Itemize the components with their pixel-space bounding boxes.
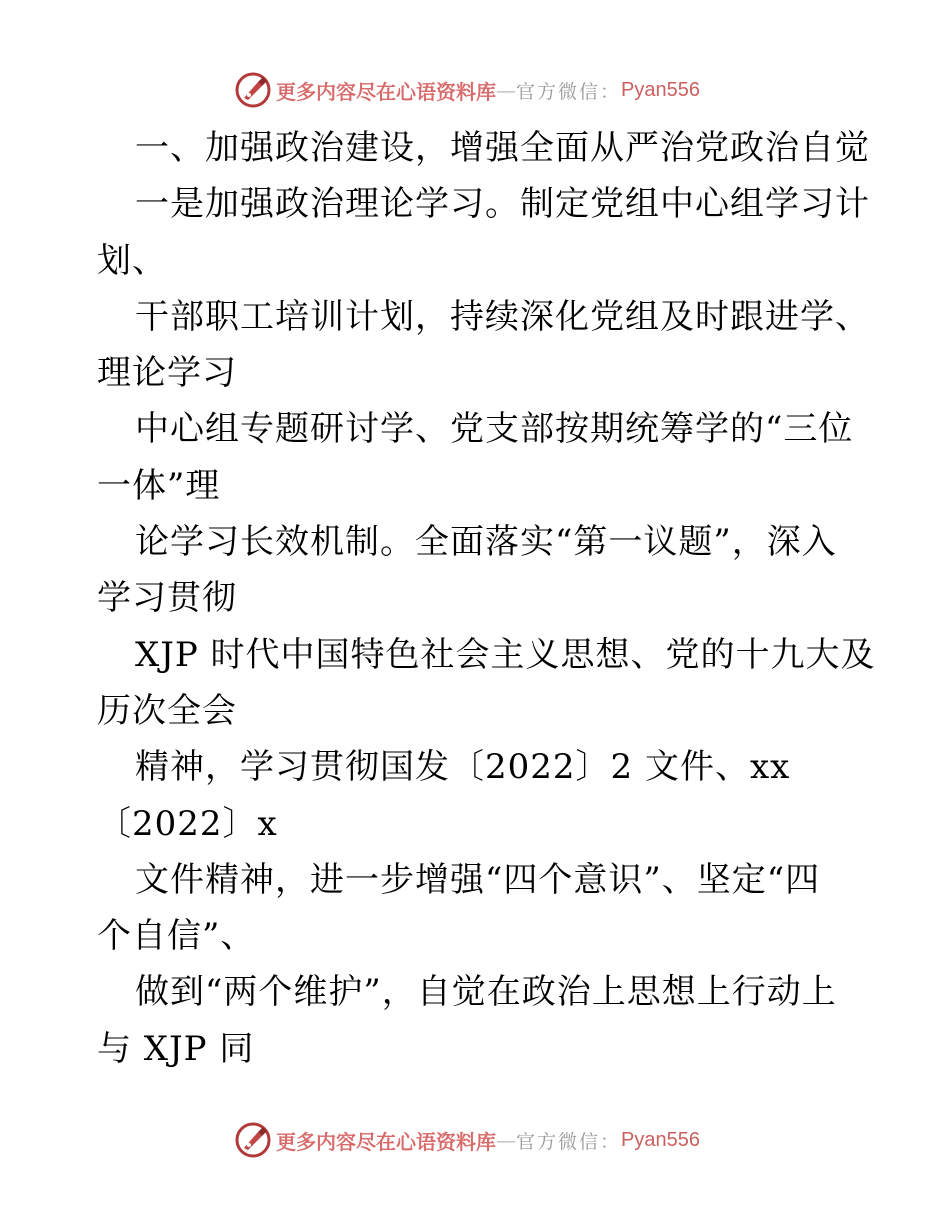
paragraph-line: 论学习长效机制。全面落实“第一议题”，深入: [135, 522, 837, 563]
paragraph-line: 历次全会: [97, 690, 237, 731]
pen-nib-logo-icon: [234, 1121, 272, 1159]
paragraph-line: 做到“两个维护”，自觉在政治上思想上行动上: [135, 972, 837, 1013]
banner-separator: —: [496, 1128, 516, 1152]
paragraph-line: 理论学习: [97, 353, 237, 394]
paragraph-line: 划、: [97, 240, 167, 281]
paragraph-line: 一体”理: [97, 465, 221, 506]
paragraph-line: 文件精神，进一步增强“四个意识”、坚定“四: [135, 859, 821, 900]
paragraph-line: XJP 时代中国特色社会主义思想、党的十九大及: [135, 634, 876, 675]
paragraph-line: 个自信”、: [97, 916, 256, 957]
banner-wechat-account: Pyan556: [621, 1128, 700, 1151]
banner-brand-text: 更多内容尽在心语资料库: [276, 79, 496, 104]
document-body: [97, 120, 876, 1077]
header-banner: [234, 70, 700, 110]
paragraph-line: 精神，学习贯彻国发〔2022〕2 文件、xx: [135, 747, 791, 788]
footer-banner: [234, 1120, 700, 1160]
pen-nib-logo-icon: [234, 71, 272, 109]
banner-wechat-label: 官方微信：: [516, 80, 622, 103]
paragraph-line: 一是加强政治理论学习。制定党组中心组学习计: [135, 184, 870, 225]
banner-wechat-label: 官方微信：: [516, 1130, 622, 1153]
banner-separator: —: [496, 78, 516, 102]
paragraph-line: 学习贯彻: [97, 578, 237, 619]
banner-wechat-account: Pyan556: [621, 78, 700, 101]
paragraph-line: 中心组专题研讨学、党支部按期统筹学的“三位: [135, 409, 854, 450]
paragraph-line: 与 XJP 同: [97, 1028, 255, 1069]
section-heading: 一、加强政治建设，增强全面从严治党政治自觉: [135, 128, 870, 168]
banner-brand-text: 更多内容尽在心语资料库: [276, 1129, 496, 1154]
paragraph-line: 〔2022〕x: [97, 803, 278, 844]
paragraph-line: 干部职工培训计划，持续深化党组及时跟进学、: [135, 296, 870, 337]
